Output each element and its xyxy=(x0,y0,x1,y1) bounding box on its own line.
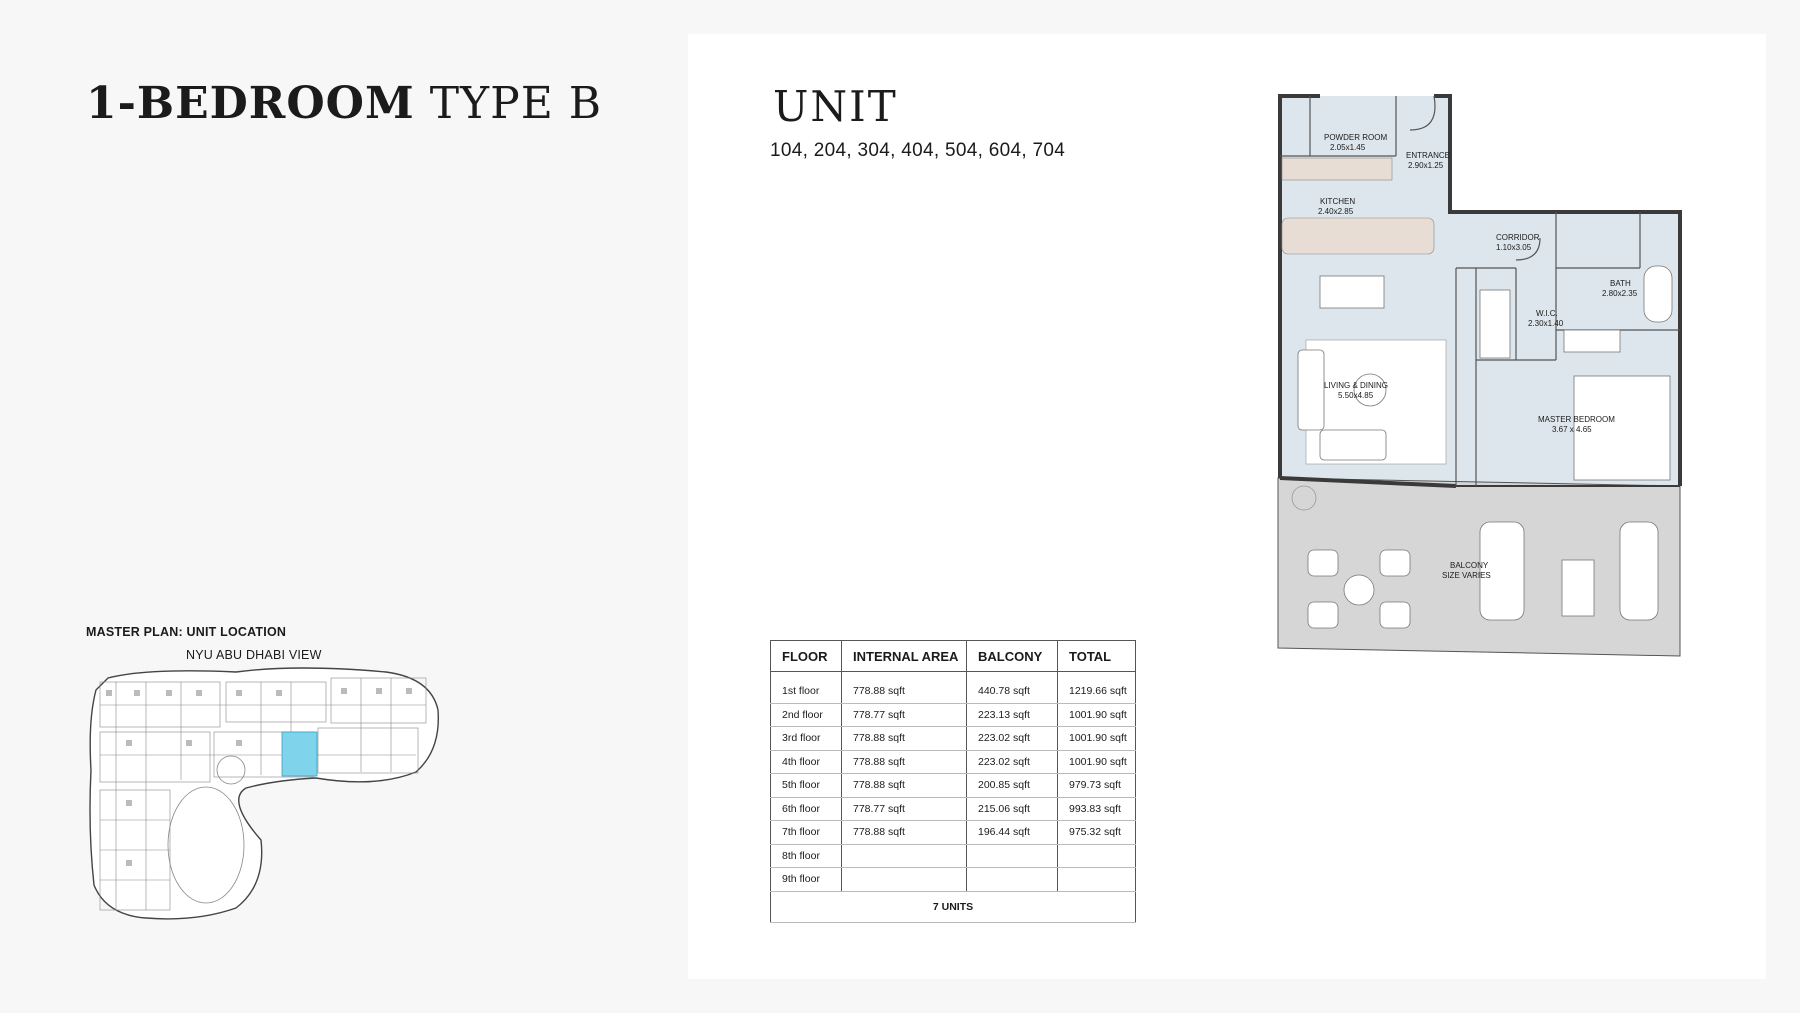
internal-area-cell xyxy=(842,844,967,868)
total-cell: 1001.90 sqft xyxy=(1058,703,1136,727)
table-row xyxy=(771,703,1136,727)
wic-dims: 2.30x1.40 xyxy=(1528,319,1564,328)
page-title xyxy=(86,78,602,129)
internal-area-cell: 778.88 sqft xyxy=(842,750,967,774)
entrance-dims: 2.90x1.25 xyxy=(1408,161,1444,170)
unit-numbers: 104, 204, 304, 404, 504, 604, 704 xyxy=(770,140,1066,161)
floor-cell: 6th floor xyxy=(771,797,842,821)
table-row xyxy=(771,672,1136,704)
master-plan-heading: MASTER PLAN: UNIT LOCATION xyxy=(86,625,287,639)
table-total-row xyxy=(771,891,1136,922)
internal-area-cell xyxy=(842,868,967,892)
title-type: TYPE B xyxy=(429,78,603,129)
balcony-cell xyxy=(967,844,1058,868)
floor-cell: 2nd floor xyxy=(771,703,842,727)
total-cell: 1219.66 sqft xyxy=(1058,672,1136,704)
kitchen-name: KITCHEN xyxy=(1320,197,1356,206)
sofa xyxy=(1320,430,1386,460)
internal-area-cell: 778.88 sqft xyxy=(842,821,967,845)
header-balcony: BALCONY xyxy=(967,641,1058,672)
table-row xyxy=(771,750,1136,774)
powder-room-name: POWDER ROOM xyxy=(1324,133,1388,142)
internal-area-cell: 778.88 sqft xyxy=(842,774,967,798)
powder-room-dims: 2.05x1.45 xyxy=(1330,143,1366,152)
bedroom-dims: 3.67 x 4.65 xyxy=(1552,425,1592,434)
header-floor: FLOOR xyxy=(771,641,842,672)
balcony-cell: 200.85 sqft xyxy=(967,774,1058,798)
internal-area-cell: 778.77 sqft xyxy=(842,703,967,727)
table-row xyxy=(771,797,1136,821)
balcony-dims: SIZE VARIES xyxy=(1442,571,1491,580)
kitchen-island xyxy=(1282,218,1434,254)
internal-area-cell: 778.88 sqft xyxy=(842,727,967,751)
total-cell xyxy=(1058,844,1136,868)
balcony-cell: 215.06 sqft xyxy=(967,797,1058,821)
bathtub xyxy=(1644,266,1672,322)
total-cell: 979.73 sqft xyxy=(1058,774,1136,798)
bath-vanity xyxy=(1564,330,1620,352)
corridor-name: CORRIDOR xyxy=(1496,233,1540,242)
total-cell: 1001.90 sqft xyxy=(1058,750,1136,774)
internal-area-cell: 778.77 sqft xyxy=(842,797,967,821)
floor-cell: 7th floor xyxy=(771,821,842,845)
armchair xyxy=(1298,350,1324,430)
floor-cell: 4th floor xyxy=(771,750,842,774)
table-row xyxy=(771,821,1136,845)
table-row xyxy=(771,774,1136,798)
bath-dims: 2.80x2.35 xyxy=(1602,289,1638,298)
wardrobe xyxy=(1480,290,1510,358)
living-dims: 5.50x4.85 xyxy=(1338,391,1374,400)
total-cell xyxy=(1058,868,1136,892)
floor-cell: 1st floor xyxy=(771,672,842,704)
area-table xyxy=(770,640,1136,923)
total-cell: 993.83 sqft xyxy=(1058,797,1136,821)
dining-table xyxy=(1320,276,1384,308)
floor-cell: 5th floor xyxy=(771,774,842,798)
total-cell: 975.32 sqft xyxy=(1058,821,1136,845)
floor-cell: 9th floor xyxy=(771,868,842,892)
unit-location-highlight xyxy=(282,732,317,776)
title-bedroom: 1-BEDROOM xyxy=(86,78,415,129)
balcony-cell xyxy=(967,868,1058,892)
wic-name: W.I.C. xyxy=(1536,309,1558,318)
header-total: TOTAL xyxy=(1058,641,1136,672)
living-name: LIVING & DINING xyxy=(1324,381,1389,390)
entrance-name: ENTRANCE xyxy=(1406,151,1451,160)
total-units: 7 UNITS xyxy=(771,891,1136,922)
corridor-dims: 1.10x3.05 xyxy=(1496,243,1532,252)
bath-name: BATH xyxy=(1610,279,1631,288)
kitchen-counter xyxy=(1282,158,1392,180)
floor-plan xyxy=(1270,90,1690,660)
table-row xyxy=(771,727,1136,751)
balcony-cell: 223.02 sqft xyxy=(967,727,1058,751)
kitchen-dims: 2.40x2.85 xyxy=(1318,207,1354,216)
balcony-cell: 440.78 sqft xyxy=(967,672,1058,704)
table-row xyxy=(771,844,1136,868)
balcony-cell: 223.13 sqft xyxy=(967,703,1058,727)
master-plan-map xyxy=(86,660,446,925)
total-cell: 1001.90 sqft xyxy=(1058,727,1136,751)
internal-area-cell: 778.88 sqft xyxy=(842,672,967,704)
balcony-cell: 196.44 sqft xyxy=(967,821,1058,845)
header-internal-area: INTERNAL AREA xyxy=(842,641,967,672)
balcony-cell: 223.02 sqft xyxy=(967,750,1058,774)
table-row xyxy=(771,868,1136,892)
floor-cell: 3rd floor xyxy=(771,727,842,751)
balcony-name: BALCONY xyxy=(1450,561,1489,570)
master-plan-view-label: NYU ABU DHABI VIEW xyxy=(186,648,322,662)
bedroom-name: MASTER BEDROOM xyxy=(1538,415,1615,424)
unit-heading: UNIT xyxy=(773,82,898,131)
table-header-row xyxy=(771,641,1136,672)
floor-cell: 8th floor xyxy=(771,844,842,868)
